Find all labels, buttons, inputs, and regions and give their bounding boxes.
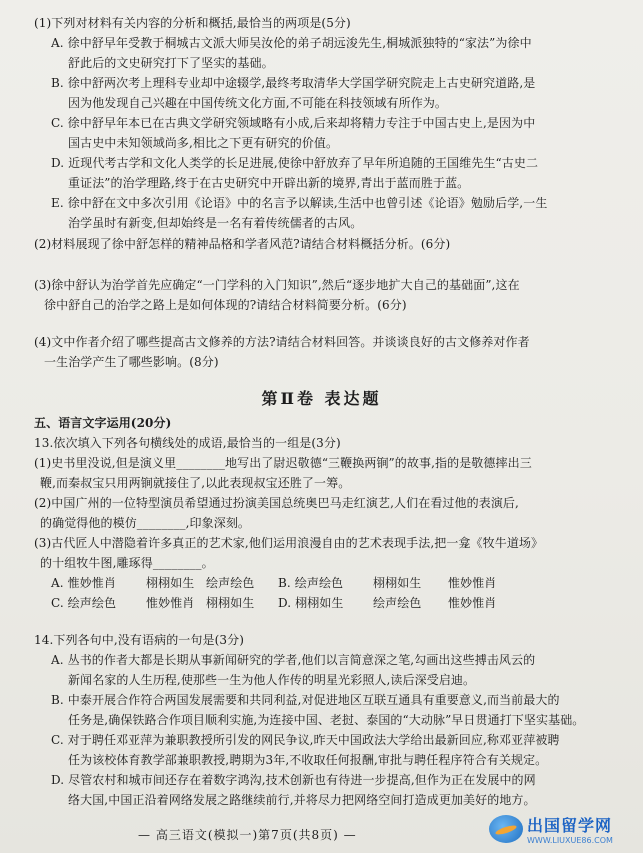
question-13-sentence-2-line1: (2)中国广州的一位特型演员希望通过扮演美国总统奥巴马走红演艺,人们在看过他的表演后, [34, 496, 519, 510]
option-13b-1: B. 绘声绘色 [278, 576, 344, 590]
question-3-line1: (3)徐中舒认为治学首先应确定“一门学科的入门知识”,然后“逐步地扩大自己的基础面”,这在 [34, 278, 520, 292]
watermark-title: 出国留学网 [527, 816, 613, 835]
question-3-line2: 徐中舒自己的治学之路上是如何体现的?请结合材料简要分析。(6分) [44, 298, 407, 312]
site-watermark [489, 809, 639, 849]
option-e-line1: E. 徐中舒在文中多次引用《论语》中的名言予以解读,生活中也曾引述《论语》勉励后学,一生 [51, 196, 548, 210]
option-13d-2: 绘声绘色 [373, 596, 422, 610]
question-13-sentence-1-line2: 鞭,而秦叔宝只用两锏就接住了,以此表现叔宝还胜了一筹。 [40, 476, 351, 490]
option-14b-line2: 任务是,确保铁路合作项目顺利实施,为连接中国、老挝、泰国的“大动脉”早日贯通打下坚实基础。 [68, 713, 585, 727]
option-13a-2: 栩栩如生 [146, 576, 195, 590]
option-13d-1: D. 栩栩如生 [278, 596, 344, 610]
question-14-options [34, 650, 614, 810]
question-13-options-row-2 [34, 593, 614, 613]
option-c [51, 113, 614, 153]
option-14a-line1: A. 丛书的作者大都是长期从事新闻研究的学者,他们以言简意深之笔,勾画出这些搏击风云的 [51, 653, 536, 667]
question-2 [34, 234, 614, 254]
option-14d-line2: 络大国,中国正沿着网络发展之路继续前行,并将尽力把网络空间打造成更加美好的地方。 [68, 793, 536, 807]
question-14 [34, 630, 614, 810]
question-13-options-row-1 [34, 573, 614, 593]
question-1-stem: (1)下列对材料有关内容的分析和概括,最恰当的两项是(5分) [34, 16, 351, 30]
option-14c-line2: 任为该校体育教学部兼职教授,聘期为3年,不收取任何报酬,审批与聘任程序符合有关规定。 [68, 753, 548, 767]
option-b [51, 73, 614, 113]
question-13-sentence-3-line1: (3)古代匠人中潜隐着许多真正的艺术家,他们运用浪漫自由的艺术表现手法,把一龛《牧牛道场》 [34, 536, 544, 550]
question-13-sentence-2-line2: 的确觉得他的模仿________,印象深刻。 [40, 516, 251, 530]
option-14d [51, 770, 614, 810]
part-5-heading: 五、语言文字运用(20分) [34, 416, 172, 430]
option-13d-3: 惟妙惟肖 [448, 596, 497, 610]
option-13c-2: 惟妙惟肖 [146, 596, 195, 610]
option-d [51, 153, 614, 193]
option-13b-3: 惟妙惟肖 [448, 576, 497, 590]
option-14a-line2: 新闻名家的人生历程,使那些一生为他人作传的明星光彩照人,读后深受启迪。 [68, 673, 476, 687]
option-b-line1: B. 徐中舒两次考上理科专业却中途辍学,最终考取清华大学国学研究院走上古史研究道路,是 [51, 76, 536, 90]
option-13c-3: 栩栩如生 [206, 596, 255, 610]
question-2-text: (2)材料展现了徐中舒怎样的精神品格和学者风范?请结合材料概括分析。(6分) [34, 237, 451, 251]
option-c-line1: C. 徐中舒早年本已在古典文学研究领域略有小成,后来却将精力专注于中国古史上,是因为中 [51, 116, 536, 130]
question-13-stem: 13.依次填入下列各句横线处的成语,最恰当的一组是(3分) [34, 436, 341, 450]
watermark-url: WWW.LIUXUE86.COM [527, 836, 613, 845]
question-4-line2: 一生治学产生了哪些影响。(8分) [44, 355, 219, 369]
option-b-line2: 因为他发现自己兴趣在中国传统文化方面,不可能在科技领域有所作为。 [68, 96, 448, 110]
option-14b-line1: B. 中泰开展合作符合两国发展需要和共同利益,对促进地区互联互通具有重要意义,而当前最大的 [51, 693, 560, 707]
question-14-stem: 14.下列各句中,没有语病的一句是(3分) [34, 633, 244, 647]
question-4 [34, 332, 614, 372]
option-d-line2: 重证法”的治学理路,终于在古史研究中开辟出新的境界,青出于蓝而胜于蓝。 [68, 176, 470, 190]
option-14c-line1: C. 对于聘任邓亚萍为兼职教授所引发的网民争议,昨天中国政法大学给出最新回应,称邓亚萍被聘 [51, 733, 560, 747]
globe-logo-icon [489, 815, 523, 843]
question-13-sentence-1-line1: (1)史书里没说,但是演义里________地写出了尉迟敬德“三鞭换两锏”的故事,指的是敬德摔出三 [34, 456, 532, 470]
option-d-line1: D. 近现代考古学和文化人类学的长足进展,使徐中舒放弃了早年所追随的王国维先生“古史二 [51, 156, 539, 170]
question-1 [34, 13, 614, 233]
part-5 [34, 413, 614, 613]
option-14a [51, 650, 614, 690]
option-13c-1: C. 绘声绘色 [51, 596, 117, 610]
option-14d-line1: D. 尽管农村和城市间还存在着数字鸿沟,技术创新也有待进一步提高,但作为正在发展中的网 [51, 773, 536, 787]
question-1-options [34, 33, 614, 233]
option-14b [51, 690, 614, 730]
option-a-line1: A. 徐中舒早年受教于桐城古文派大师吴汝伦的弟子胡远浚先生,桐城派独特的“家法”为徐中 [51, 36, 532, 50]
question-13-sentence-3-line2: 的十组牧牛图,雕琢得________。 [40, 556, 214, 570]
option-a-line2: 舒此后的文史研究打下了坚实的基础。 [68, 56, 274, 70]
option-14c [51, 730, 614, 770]
option-e [51, 193, 614, 233]
watermark-text [527, 813, 613, 845]
option-e-line2: 治学虽时有新变,但却始终是一名有着传统儒者的古风。 [68, 216, 363, 230]
option-c-line2: 国古史中未知领域尚多,相比之下更有研究的价值。 [68, 136, 339, 150]
page-footer: — 高三语文(模拟一)第7页(共8页) — [138, 828, 357, 842]
section-title: 第Ⅱ卷 表达题 [261, 389, 382, 408]
question-4-line1: (4)文中作者介绍了哪些提高古文修养的方法?请结合材料回答。并谈谈良好的古文修养对作者 [34, 335, 530, 349]
option-13b-2: 栩栩如生 [373, 576, 422, 590]
option-13a-1: A. 惟妙惟肖 [51, 576, 116, 590]
option-a [51, 33, 614, 73]
question-3 [34, 275, 614, 315]
option-13a-3: 绘声绘色 [206, 576, 255, 590]
